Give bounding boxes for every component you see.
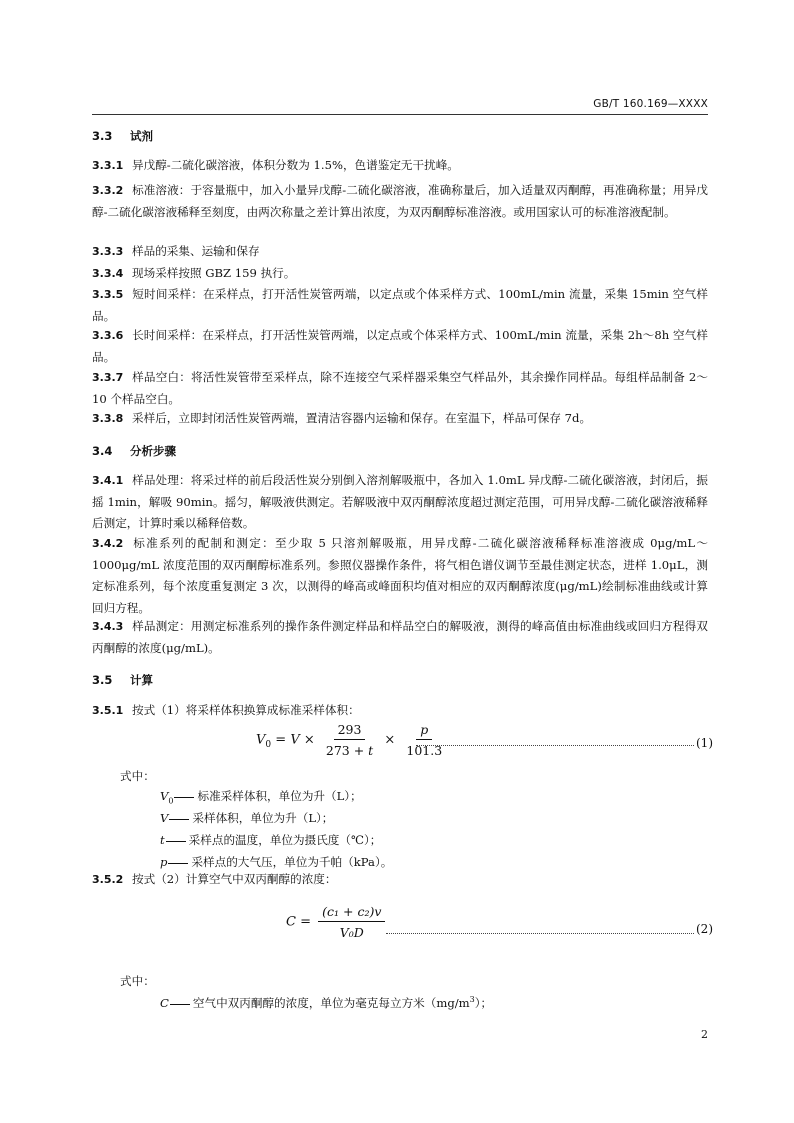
section-3-3-heading: 3.3 试剂 (92, 129, 153, 143)
clause-3-3-2: 3.3.2 标准溶液：于容量瓶中，加入小量异戊醇-二硫化碳溶液，准确称量后，加入适量双丙酮醇，再准确称量；用异戊醇-二硫化碳溶液稀释至刻度，由两次称量之差计算出浓度，为双丙酮醇标准溶液。或用国家认可的标准溶液配制。 (92, 183, 708, 219)
formula-1-number: (1) (696, 736, 713, 750)
def-t: t 采样点的温度，单位为摄氏度（℃）； (160, 833, 382, 847)
section-3-5-heading: 3.5 计算 (92, 673, 153, 687)
fraction-temperature: $\frac{293}{273 + t}$ (325, 722, 374, 758)
def-v0: $V_0$ 标准采样体积，单位为升（L）； (160, 789, 362, 806)
formula-1: $V_0 = V$ × $\frac{293}{273 + t}$ × $\frac{p}{101.3}$ (256, 722, 449, 758)
formula-2-number: (2) (696, 922, 713, 936)
page-number: 2 (701, 1028, 708, 1041)
clause-3-4-1: 3.4.1 样品处理：将采过样的前后段活性炭分别倒入溶剂解吸瓶中，各加入 1.0mL 异戊醇-二硫化碳溶液，封闭后，振摇 1min，解吸 90min。摇匀，解吸液供测定。若解吸液中双丙酮醇浓度超过测定范围，可用异戊醇-二硫化碳溶液稀释后测定，计算时乘以稀释倍数。 (92, 473, 708, 531)
clause-3-3-6: 3.3.6 长时间采样：在采样点，打开活性炭管两端，以定点或个体采样方式、100mL/min 流量，采集 2h～8h 空气样品。 (92, 328, 708, 364)
clause-3-5-2: 3.5.2 按式（2）计算空气中双丙酮醇的浓度： (92, 872, 337, 886)
clause-3-3-7: 3.3.7 样品空白：将活性炭管带至采样点，除不连接空气采样器采集空气样品外，其余操作同样品。每组样品制备 2～10 个样品空白。 (92, 370, 708, 406)
header-rule (92, 114, 708, 115)
clause-3-5-1: 3.5.1 按式（1）将采样体积换算成标准采样体积： (92, 703, 360, 717)
clause-3-3-1: 3.3.1 异戊醇-二硫化碳溶液，体积分数为 1.5%，色谱鉴定无干扰峰。 (92, 158, 459, 172)
formula-2: C = $\frac{\text{(c₁ + c₂)v}}{\text{V₀D}}$ (286, 904, 388, 940)
formula-2-leader (386, 933, 694, 934)
clause-3-3-4: 3.3.4 现场采样按照 GBZ 159 执行。 (92, 266, 296, 280)
def-p: p 采样点的大气压，单位为千帕（kPa）。 (160, 855, 393, 869)
clause-3-4-2: 3.4.2 标准系列的配制和测定：至少取 5 只溶剂解吸瓶，用异戊醇-二硫化碳溶液稀释标准溶液成 0μg/mL～1000μg/mL 浓度范围的双丙酮醇标准系列。参照仪器操作条件，将气相色谱仪调节至最佳测定状态，进样 1.0μL，测定标准系列，每个浓度重复测定 3 次，以测得的峰高或峰面积均值对相应的双丙酮醇浓度(μg/mL)绘制标准曲线或计算回归方程。 (92, 536, 708, 615)
where-label-2: 式中： (120, 974, 155, 988)
clause-3-3-3: 3.3.3 样品的采集、运输和保存 (92, 244, 260, 258)
clause-3-4-3: 3.4.3 样品测定：用测定标准系列的操作条件测定样品和样品空白的解吸液，测得的峰高值由标准曲线或回归方程得双丙酮醇的浓度(μg/mL)。 (92, 619, 708, 655)
def-c: C 空气中双丙酮醇的浓度，单位为毫克每立方米$(mg/m^3)$； (160, 995, 493, 1010)
where-label-1: 式中： (120, 769, 155, 783)
clause-3-3-5: 3.3.5 短时间采样：在采样点，打开活性炭管两端，以定点或个体采样方式、100mL/min 流量，采集 15min 空气样品。 (92, 287, 708, 323)
section-3-4-heading: 3.4 分析步骤 (92, 444, 176, 458)
fraction-concentration: $\frac{\text{(c₁ + c₂)v}}{\text{V₀D}}$ (318, 904, 385, 940)
formula-1-leader (416, 745, 694, 746)
def-v: V 采样体积，单位为升（L）； (160, 811, 334, 825)
fraction-pressure: $\frac{p}{101.3}$ (406, 722, 443, 758)
standard-number-header: GB/T 160.169—XXXX (593, 98, 708, 110)
clause-3-3-8: 3.3.8 采样后，立即封闭活性炭管两端，置清洁容器内运输和保存。在室温下，样品可保存 7d。 (92, 411, 592, 425)
